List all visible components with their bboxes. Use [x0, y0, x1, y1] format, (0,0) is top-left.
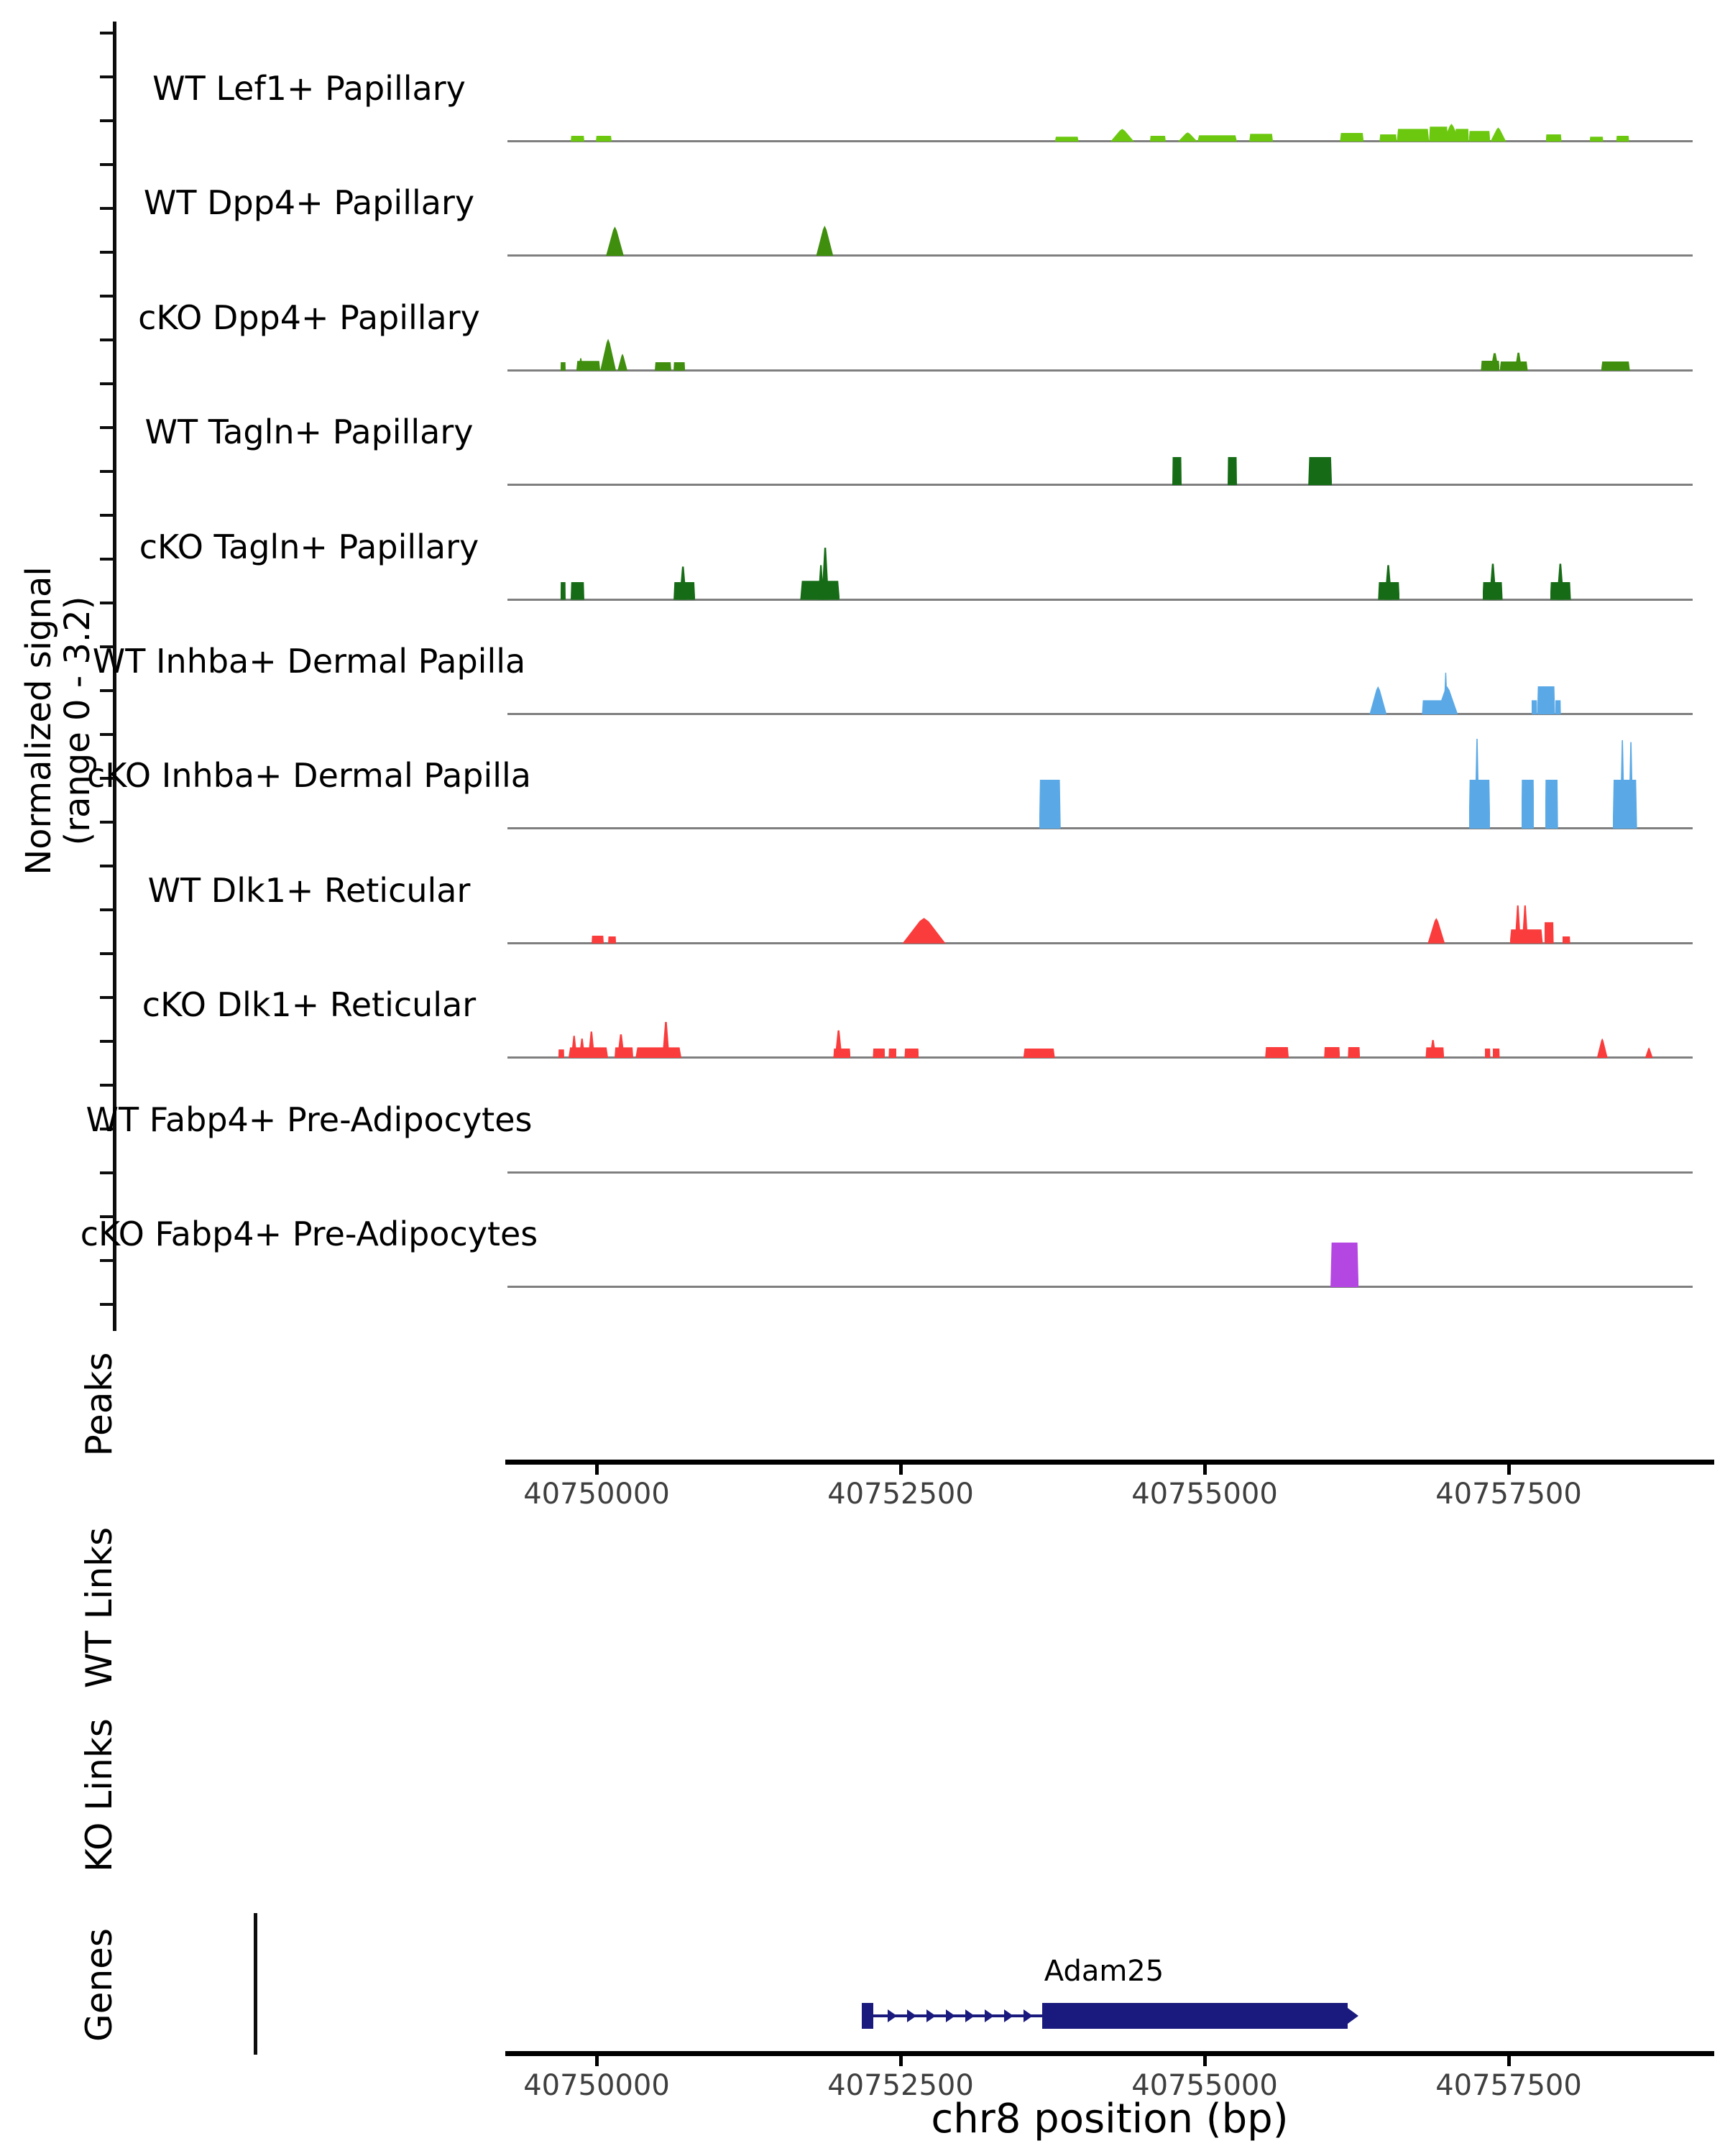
coverage-peak: [1110, 129, 1134, 142]
coverage-peak: [1265, 1047, 1289, 1059]
coverage-peak: [600, 338, 616, 370]
coverage-peak: [1522, 780, 1535, 829]
coverage-peak: [1522, 905, 1529, 944]
signal-track-row: [507, 507, 1693, 601]
section-label-peaks: Peaks: [78, 1352, 120, 1457]
gene-exon-box: [1042, 2003, 1348, 2029]
coverage-peak: [561, 362, 566, 371]
section-label-genes: Genes: [78, 1928, 120, 2042]
coverage-peak: [835, 1030, 842, 1058]
coverage-peak: [558, 1049, 564, 1058]
y-axis-tick: [100, 295, 114, 298]
y-axis-tick: [100, 163, 114, 166]
track-baseline: [507, 254, 1693, 257]
coverage-peak: [1545, 780, 1558, 829]
track-label: cKO Dpp4+ Papillary: [138, 298, 480, 337]
coverage-peak: [1563, 936, 1570, 944]
track-baseline: [507, 827, 1693, 829]
coverage-peak: [1557, 563, 1564, 599]
coverage-peak: [588, 1031, 594, 1059]
signal-track-row: [507, 1080, 1693, 1174]
y-axis-tick: [100, 733, 114, 736]
coverage-peak: [1197, 135, 1237, 142]
coverage-peak: [662, 1021, 669, 1058]
section-label-ko-links: KO Links: [78, 1718, 120, 1872]
coverage-peak: [1485, 1049, 1491, 1059]
track-baseline: [507, 1171, 1693, 1174]
coverage-peak: [571, 582, 584, 600]
signal-track-row: [507, 163, 1693, 257]
coverage-peak: [903, 918, 946, 944]
x-axis-tick: [1203, 1464, 1207, 1475]
coverage-peak: [617, 354, 627, 371]
coverage-peak: [1249, 134, 1273, 142]
coverage-peak: [571, 1036, 578, 1059]
track-baseline: [507, 1056, 1693, 1059]
signal-track-row: [507, 278, 1693, 372]
coverage-peak: [1024, 1049, 1055, 1059]
x-axis-tick: [595, 2055, 599, 2066]
coverage-peak: [822, 547, 829, 600]
track-label: WT Fabp4+ Pre-Adipocytes: [86, 1100, 533, 1139]
gene-name-label: Adam25: [1044, 1955, 1164, 1988]
x-axis-tick: [595, 1464, 599, 1475]
coverage-peak: [673, 362, 685, 371]
x-axis-title: chr8 position (bp): [931, 2096, 1289, 2142]
track-label: cKO Tagln+ Papillary: [139, 527, 479, 566]
y-axis-tick: [100, 32, 114, 34]
gene-strand-arrow-icon: [965, 2009, 975, 2022]
bottom-x-axis-line: [505, 2051, 1714, 2056]
x-axis-tick: [1507, 2055, 1511, 2066]
gene-strand-arrow-icon: [1024, 2009, 1033, 2022]
signal-track-row: [507, 49, 1693, 142]
coverage-peak: [592, 936, 604, 944]
coverage-peak: [816, 226, 833, 256]
gene-intron-line: [873, 2014, 1042, 2017]
coverage-peak: [1555, 700, 1561, 714]
x-axis-tick-label: 40755000: [1131, 1478, 1278, 1511]
coverage-peak: [1178, 132, 1197, 142]
gene-direction-tip-icon: [1348, 2008, 1358, 2024]
y-axis-tick: [100, 382, 114, 385]
coverage-peak: [617, 1034, 625, 1059]
y-axis-tick: [100, 470, 114, 473]
signal-track-row: [507, 392, 1693, 486]
coverage-peak: [1150, 136, 1166, 142]
gene-strand-arrow-icon: [907, 2009, 916, 2022]
y-axis-tick: [100, 1040, 114, 1043]
y-axis-tick: [100, 251, 114, 254]
coverage-peak: [1545, 922, 1554, 944]
x-axis-tick: [1507, 1464, 1511, 1475]
coverage-peak: [1348, 1047, 1360, 1059]
coverage-peak: [1597, 1038, 1608, 1059]
coverage-peak: [1493, 1049, 1500, 1059]
peaks-x-axis-line: [505, 1460, 1714, 1465]
signal-track-row: [507, 965, 1693, 1059]
coverage-peak: [1500, 361, 1528, 371]
gene-strand-arrow-icon: [946, 2009, 955, 2022]
coverage-peak: [1532, 700, 1537, 714]
coverage-peak: [904, 1049, 919, 1059]
coverage-peak: [1340, 133, 1363, 142]
signal-track-row: [507, 1194, 1693, 1288]
coverage-peak: [1590, 137, 1604, 142]
coverage-peak: [1397, 129, 1429, 142]
y-axis-tick: [100, 821, 114, 824]
track-label: cKO Fabp4+ Pre-Adipocytes: [80, 1215, 538, 1253]
coverage-peak: [1324, 1047, 1340, 1059]
track-label: cKO Dlk1+ Reticular: [142, 985, 477, 1025]
x-axis-tick-label: 40750000: [523, 2069, 670, 2102]
coverage-peak: [888, 1049, 896, 1059]
gene-tss-exon-box: [862, 2003, 873, 2029]
x-axis-tick: [899, 1464, 903, 1475]
x-axis-tick-label: 40755000: [1131, 2069, 1278, 2102]
track-label: WT Lef1+ Papillary: [152, 69, 466, 108]
coverage-peak: [1601, 361, 1630, 371]
coverage-peak: [1455, 129, 1469, 142]
coverage-peak: [1330, 1243, 1358, 1287]
coverage-peak: [1613, 780, 1637, 829]
x-axis-tick-label: 40752500: [827, 2069, 974, 2102]
coverage-peak: [606, 226, 624, 256]
track-label: cKO Inhba+ Dermal Papilla: [86, 756, 531, 796]
genes-section-bracket: [254, 1913, 257, 2055]
coverage-peak: [1039, 780, 1061, 829]
coverage-peak: [873, 1049, 885, 1059]
track-baseline: [507, 713, 1693, 715]
x-axis-tick: [899, 2055, 903, 2066]
y-axis-tick: [100, 952, 114, 955]
y-axis-tick: [100, 119, 114, 122]
x-axis-tick: [1203, 2055, 1207, 2066]
coverage-peak: [596, 136, 612, 142]
coverage-peak: [1515, 905, 1522, 944]
y-axis-tick: [100, 602, 114, 604]
coverage-peak: [1537, 686, 1555, 714]
y-axis-tick: [100, 514, 114, 517]
x-axis-tick-label: 40750000: [523, 1478, 670, 1511]
coverage-peak: [1546, 134, 1562, 142]
coverage-peak: [1369, 686, 1386, 714]
coverage-peak: [1491, 127, 1506, 142]
coverage-peak: [1308, 457, 1332, 485]
x-axis-tick-label: 40757500: [1435, 1478, 1582, 1511]
signal-track-row: [507, 851, 1693, 944]
coverage-peak: [1489, 563, 1496, 599]
y-axis-label-line1: Normalized signal: [19, 566, 59, 875]
y-axis-label-line2: (range 0 - 3.2): [58, 596, 98, 846]
track-label: WT Tagln+ Papillary: [144, 413, 474, 452]
coverage-peak: [1616, 136, 1629, 142]
coverage-peak: [1469, 780, 1491, 829]
track-label: WT Dpp4+ Papillary: [143, 183, 475, 223]
track-baseline: [507, 1286, 1693, 1288]
track-label: WT Dlk1+ Reticular: [147, 870, 471, 910]
x-axis-tick-label: 40757500: [1435, 2069, 1582, 2102]
coverage-peak: [1469, 131, 1491, 142]
coverage-peak: [608, 936, 616, 944]
y-axis-tick: [100, 1171, 114, 1174]
coverage-peak: [1379, 134, 1397, 142]
coverage-peak: [1427, 918, 1445, 944]
y-axis-tick: [100, 338, 114, 341]
section-label-wt-links: WT Links: [78, 1526, 120, 1689]
coverage-peak: [1645, 1047, 1653, 1058]
y-axis-tick: [100, 1084, 114, 1087]
coverage-peak: [1172, 457, 1182, 485]
coverage-peak: [655, 362, 671, 371]
coverage-peak: [561, 582, 566, 600]
coverage-peak: [1055, 137, 1079, 142]
y-axis-tick: [100, 689, 114, 692]
coverage-peak: [635, 1047, 681, 1058]
x-axis-tick-label: 40752500: [827, 1478, 974, 1511]
coverage-peak: [1228, 457, 1237, 485]
signal-track-row: [507, 622, 1693, 715]
coverage-peak: [571, 136, 584, 142]
gene-strand-arrow-icon: [888, 2009, 897, 2022]
gene-strand-arrow-icon: [985, 2009, 994, 2022]
y-axis-tick: [100, 1259, 114, 1262]
y-axis-tick: [100, 865, 114, 867]
track-baseline: [507, 484, 1693, 486]
track-baseline: [507, 140, 1693, 142]
signal-track-row: [507, 736, 1693, 829]
gene-strand-arrow-icon: [1004, 2009, 1013, 2022]
track-label: WT Inhba+ Dermal Papilla: [92, 642, 526, 681]
gene-strand-arrow-icon: [926, 2009, 936, 2022]
